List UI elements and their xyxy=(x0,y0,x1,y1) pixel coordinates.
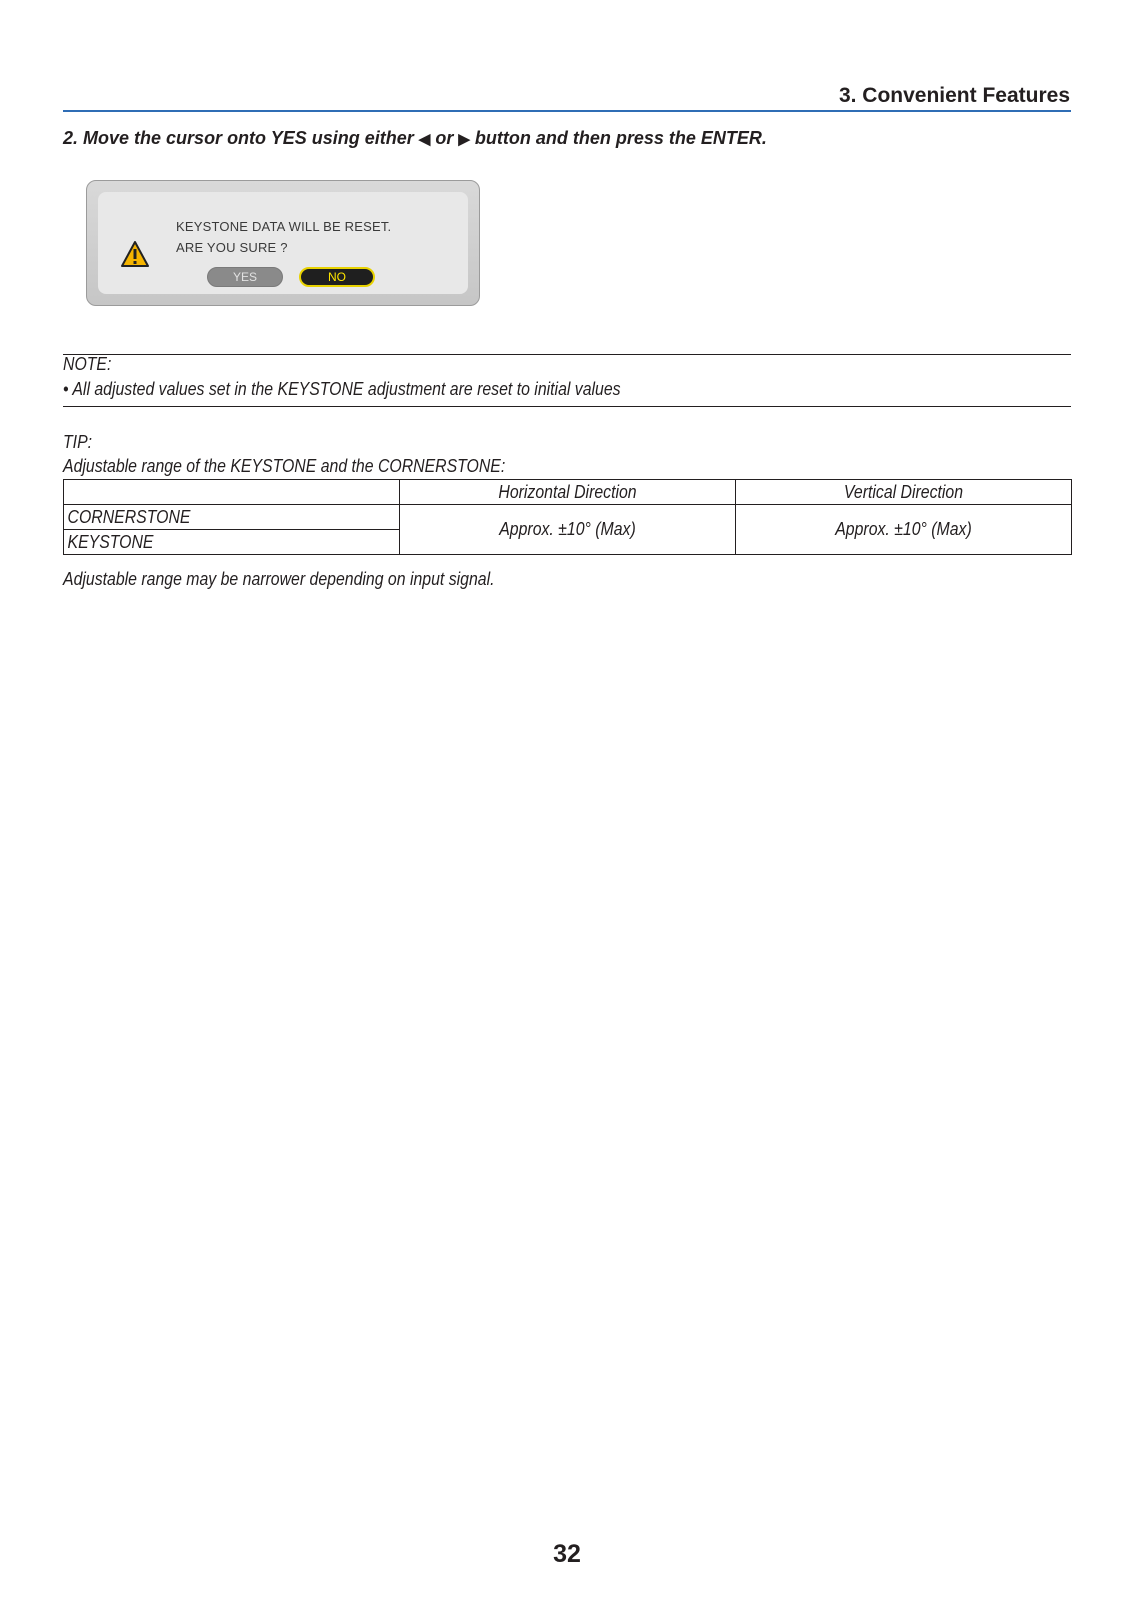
step-text-after: button and then press the ENTER. xyxy=(474,128,767,148)
keystone-reset-dialog xyxy=(86,180,480,306)
note-heading: NOTE: xyxy=(63,354,112,374)
note-bullet: • All adjusted values set in the KEYSTONE adjustment are reset to initial values xyxy=(63,379,621,399)
note-bottom-rule xyxy=(63,406,1071,407)
table-header-empty xyxy=(64,480,400,505)
section-divider xyxy=(63,110,1071,112)
page-number: 32 xyxy=(553,1540,581,1568)
table-row xyxy=(64,505,1072,530)
tip-footnote: Adjustable range may be narrower depending on input signal. xyxy=(63,569,495,589)
table-header-row xyxy=(64,480,1072,505)
yes-button[interactable]: YES xyxy=(207,267,283,287)
table-row-label-cornerstone: CORNERSTONE xyxy=(64,505,400,530)
adjustment-range-table xyxy=(63,479,1072,555)
left-arrow-icon: ◀ xyxy=(418,131,431,148)
dialog-message-line2: ARE YOU SURE ? xyxy=(176,240,288,255)
table-row-label-keystone: KEYSTONE xyxy=(64,530,400,555)
dialog-message-line1: KEYSTONE DATA WILL BE RESET. xyxy=(176,219,392,234)
dialog-body xyxy=(98,192,468,294)
step-number: 2. xyxy=(63,128,79,148)
table-cell-vertical-value: Approx. ±10° (Max) xyxy=(736,505,1072,555)
note-top-rule xyxy=(63,354,1071,355)
step-instruction xyxy=(63,128,767,149)
table-header-vertical: Vertical Direction xyxy=(736,480,1072,505)
no-button[interactable]: NO xyxy=(299,267,375,287)
tip-heading: TIP: xyxy=(63,432,93,452)
table-header-horizontal: Horizontal Direction xyxy=(400,480,736,505)
table-cell-horizontal-value: Approx. ±10° (Max) xyxy=(400,505,736,555)
tip-intro: Adjustable range of the KEYSTONE and the CORNERSTONE: xyxy=(63,456,506,476)
step-or: or xyxy=(435,128,454,148)
right-arrow-icon: ▶ xyxy=(458,131,470,148)
warning-triangle-icon xyxy=(120,240,150,268)
step-text-before: Move the cursor onto YES using either xyxy=(83,128,414,148)
section-title: 3. Convenient Features xyxy=(838,84,1070,107)
